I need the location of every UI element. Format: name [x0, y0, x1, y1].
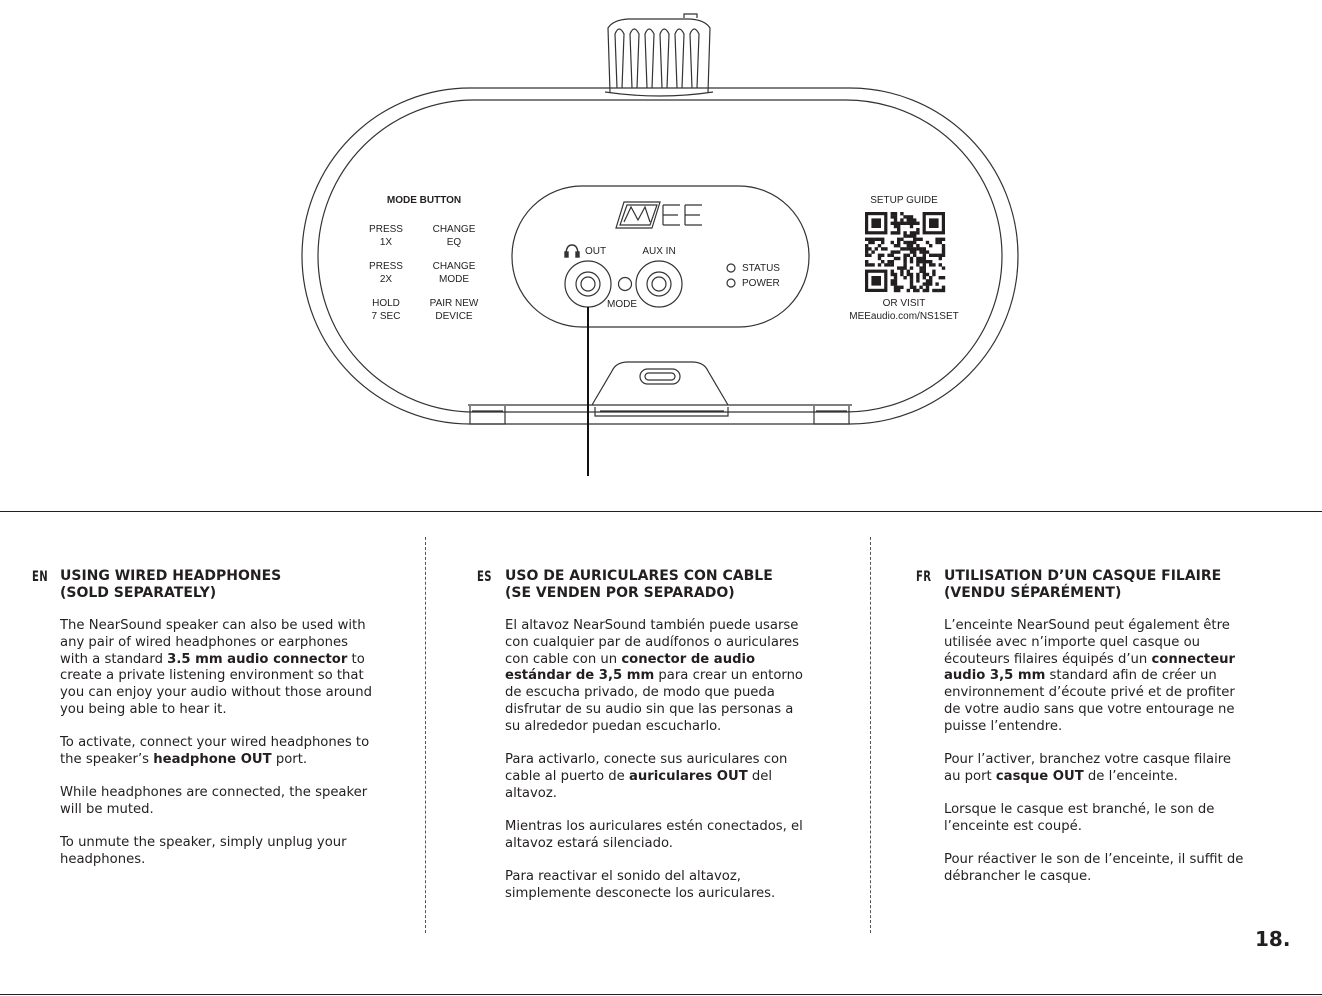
speaker-base	[468, 362, 852, 424]
mode-row-3-result-b: DEVICE	[435, 311, 473, 322]
mode-row-2-action-a: PRESS	[369, 261, 403, 272]
language-tag: EN	[32, 569, 49, 585]
power-label: POWER	[742, 278, 780, 289]
mode-row-3-action-b: 7 SEC	[371, 311, 401, 322]
mode-label: MODE	[607, 299, 637, 310]
paragraph: To activate, connect your wired headphones to the speaker’s headphone OUT port.	[60, 735, 370, 768]
section-heading: UTILISATION D’UN CASQUE FILAIRE (VENDU SÉPARÉMENT)	[944, 568, 1222, 601]
mode-row-2-action-b: 2X	[379, 274, 393, 285]
column-divider-1	[425, 537, 426, 933]
section-heading: USING WIRED HEADPHONES (SOLD SEPARATELY)	[60, 568, 282, 601]
power-led	[727, 279, 735, 287]
qr-code	[863, 210, 947, 294]
column-es	[477, 568, 810, 919]
bottom-rule	[0, 994, 1322, 995]
paragraph: Pour réactiver le son de l’enceinte, il suffit de débrancher le casque.	[944, 852, 1244, 885]
mode-row-2-result-a: CHANGE	[432, 261, 476, 272]
paragraph: Mientras los auriculares estén conectados, el altavoz estará silenciado.	[505, 818, 803, 851]
mode-led	[619, 278, 632, 291]
headphone-out-port	[565, 261, 611, 307]
language-tag: ES	[477, 569, 492, 585]
mode-row-2-result-b: MODE	[439, 274, 469, 285]
paragraph: The NearSound speaker can also be used with any pair of wired headphones or earphones with a standard 3.5 mm audio connector to create a private listening environment so that you can enjoy your audio without those around you being able to hear it.	[60, 618, 372, 717]
out-label: OUT	[585, 246, 607, 257]
volume-knob	[605, 14, 713, 96]
column-fr	[916, 568, 1246, 902]
aux-in-port	[636, 261, 682, 307]
language-tag: FR	[916, 569, 932, 585]
section-heading: USO DE AURICULARES CON CABLE (SE VENDEN POR SEPARADO)	[505, 568, 773, 601]
column-divider-2	[870, 537, 871, 933]
paragraph: El altavoz NearSound también puede usarse con cualquier par de audífonos o auriculares con cable con un conector de audio estándar de 3,5 mm para crear un entorno de escucha privado, de modo que pueda disfrutar de su audio sin que las personas a su alrededor puedan escucharlo.	[505, 618, 803, 734]
paragraph: Para activarlo, conecte sus auriculares con cable al puerto de auriculares OUT del altavoz.	[505, 752, 788, 801]
mode-row-1-action-a: PRESS	[369, 224, 403, 235]
mode-row-1-action-b: 1X	[379, 237, 393, 248]
top-rule	[0, 511, 1322, 512]
or-visit-label: OR VISIT	[882, 298, 926, 309]
aux-in-label: AUX IN	[642, 246, 676, 257]
setup-guide-label: SETUP GUIDE	[870, 195, 938, 206]
paragraph: While headphones are connected, the speaker will be muted.	[60, 785, 368, 818]
setup-url: MEEaudio.com/NS1SET	[849, 311, 959, 322]
page-number: 18.	[1255, 927, 1291, 951]
column-en	[32, 568, 372, 886]
paragraph: L’enceinte NearSound peut également être utilisée avec n’importe quel casque ou écouteurs filaires équipés d’un connecteur audio 3,5 mm standard afin de créer un environnement d’écoute privé et de profiter de votre audio sans que votre entourage ne puisse l’entendre.	[944, 618, 1236, 734]
paragraph: Lorsque le casque est branché, le son de l’enceinte est coupé.	[944, 802, 1215, 834]
paragraph: Pour l’activer, branchez votre casque filaire au port casque OUT de l’enceinte.	[944, 752, 1232, 784]
mee-logo	[616, 202, 702, 228]
usb-c-port	[640, 369, 680, 384]
paragraph: To unmute the speaker, simply unplug your headphones.	[60, 835, 347, 868]
mode-row-1-result-a: CHANGE	[432, 224, 476, 235]
status-label: STATUS	[742, 263, 780, 274]
headphone-icon	[565, 245, 579, 257]
mode-row-1-result-b: EQ	[446, 237, 462, 248]
mode-row-3-action-a: HOLD	[372, 298, 400, 309]
mode-button-title: MODE BUTTON	[386, 195, 462, 206]
status-led	[727, 264, 735, 272]
paragraph: Para reactivar el sonido del altavoz, simplemente desconecte los auriculares.	[505, 869, 776, 901]
mode-row-3-result-a: PAIR NEW	[429, 298, 479, 309]
